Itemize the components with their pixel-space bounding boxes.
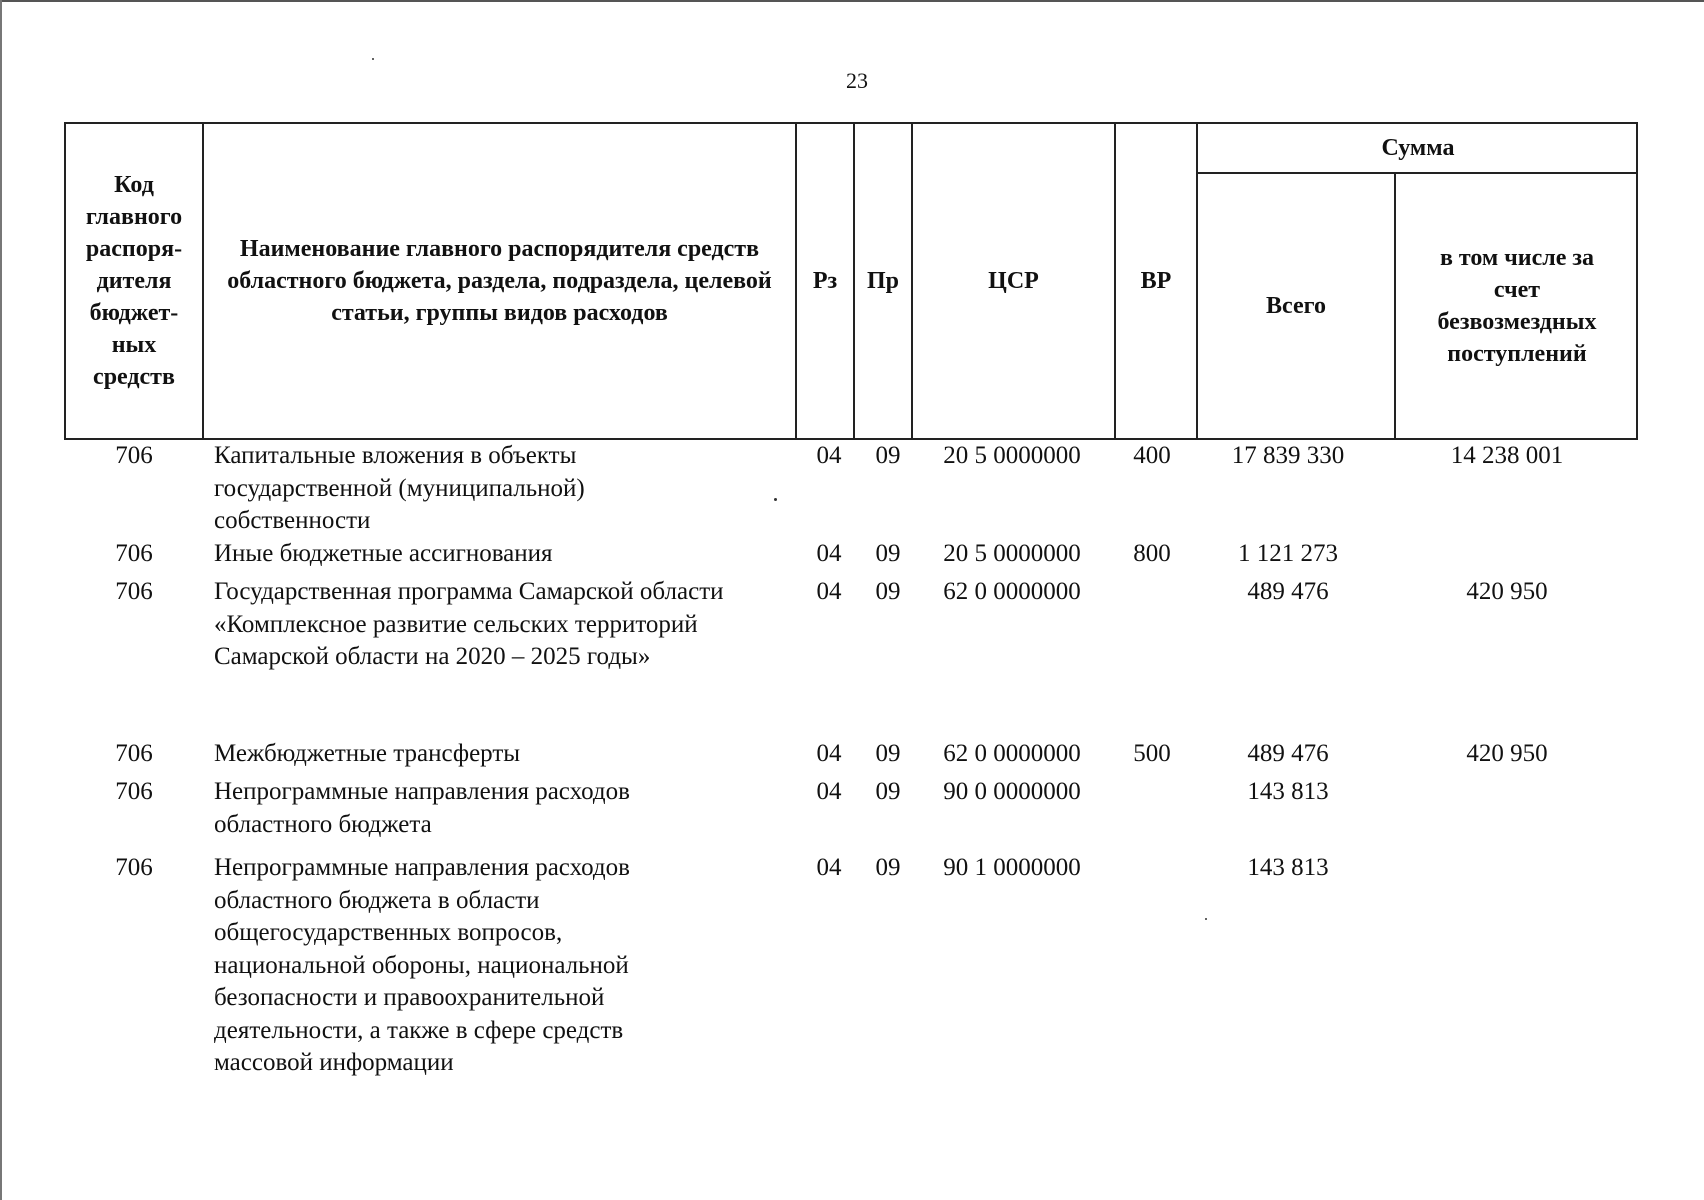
row-code: 706 xyxy=(115,578,153,605)
row-pr: 09 xyxy=(875,540,901,567)
row-name: Межбюджетные трансферты xyxy=(214,740,521,767)
row-total: 143 813 xyxy=(1247,778,1329,805)
row-csr: 90 0 0000000 xyxy=(943,778,1081,805)
row-free: 420 950 xyxy=(1466,740,1548,767)
row-pr: 09 xyxy=(875,578,901,605)
row-total: 17 839 330 xyxy=(1231,442,1345,469)
header-rz: Рз xyxy=(812,268,838,294)
row-rz: 04 xyxy=(816,740,842,767)
header-sum: Сумма xyxy=(1381,135,1455,161)
row-code: 706 xyxy=(115,442,153,469)
scan-speck xyxy=(1205,918,1207,920)
row-rz: 04 xyxy=(816,540,842,567)
header-total: Всего xyxy=(1266,293,1326,319)
scan-edge-left xyxy=(0,0,2,1200)
row-pr: 09 xyxy=(875,740,901,767)
page-number: 23 xyxy=(846,68,868,93)
row-pr: 09 xyxy=(875,854,901,881)
row-total: 143 813 xyxy=(1247,854,1329,881)
row-vr: 400 xyxy=(1133,442,1171,469)
row-vr: 800 xyxy=(1133,540,1171,567)
row-csr: 20 5 0000000 xyxy=(943,540,1081,567)
header-name: Наименование главного распорядителя средств областного бюджета, раздела, подраздела, целевой статьи, группы видов расходов xyxy=(227,236,772,326)
row-name: Государственная программа Самарской области «Комплексное развитие сельских территорий Самарской области на 2020 – 2025 годы» xyxy=(214,578,724,670)
row-code: 706 xyxy=(115,740,153,767)
row-pr: 09 xyxy=(875,778,901,805)
row-code: 706 xyxy=(115,540,153,567)
row-name: Непрограммные направления расходов областного бюджета в области общегосударственных вопросов, национальной обороны, национальной безопасности и правоохранительной деятельности, а также в сфере средств массовой информации xyxy=(214,854,630,1076)
header-free: в том числе за счет безвозмездных поступлений xyxy=(1437,245,1597,367)
header-pr: Пр xyxy=(866,268,899,294)
header-vr: ВР xyxy=(1140,268,1172,294)
header-code: Код главного распоря-дителя бюджет-ных средств xyxy=(85,172,183,390)
row-rz: 04 xyxy=(816,442,842,469)
row-rz: 04 xyxy=(816,578,842,605)
row-name: Непрограммные направления расходов областного бюджета xyxy=(214,778,630,838)
row-total: 489 476 xyxy=(1247,740,1329,767)
row-vr: 500 xyxy=(1133,740,1171,767)
row-total: 1 121 273 xyxy=(1238,540,1338,567)
row-csr: 20 5 0000000 xyxy=(943,442,1081,469)
row-rz: 04 xyxy=(816,854,842,881)
row-free: 420 950 xyxy=(1466,578,1548,605)
row-rz: 04 xyxy=(816,778,842,805)
scan-speck xyxy=(774,498,777,501)
header-csr: ЦСР xyxy=(988,268,1039,294)
row-csr: 62 0 0000000 xyxy=(943,578,1081,605)
row-name: Иные бюджетные ассигнования xyxy=(214,540,553,567)
row-free: 14 238 001 xyxy=(1450,442,1564,469)
row-csr: 62 0 0000000 xyxy=(943,740,1081,767)
row-code: 706 xyxy=(115,778,153,805)
row-pr: 09 xyxy=(875,442,901,469)
table-header xyxy=(64,122,1638,440)
row-total: 489 476 xyxy=(1247,578,1329,605)
row-csr: 90 1 0000000 xyxy=(943,854,1081,881)
scan-speck xyxy=(372,58,374,60)
row-name: Капитальные вложения в объекты государственной (муниципальной) собственности xyxy=(214,442,585,534)
row-code: 706 xyxy=(115,854,153,881)
scan-edge-top xyxy=(0,0,1704,2)
